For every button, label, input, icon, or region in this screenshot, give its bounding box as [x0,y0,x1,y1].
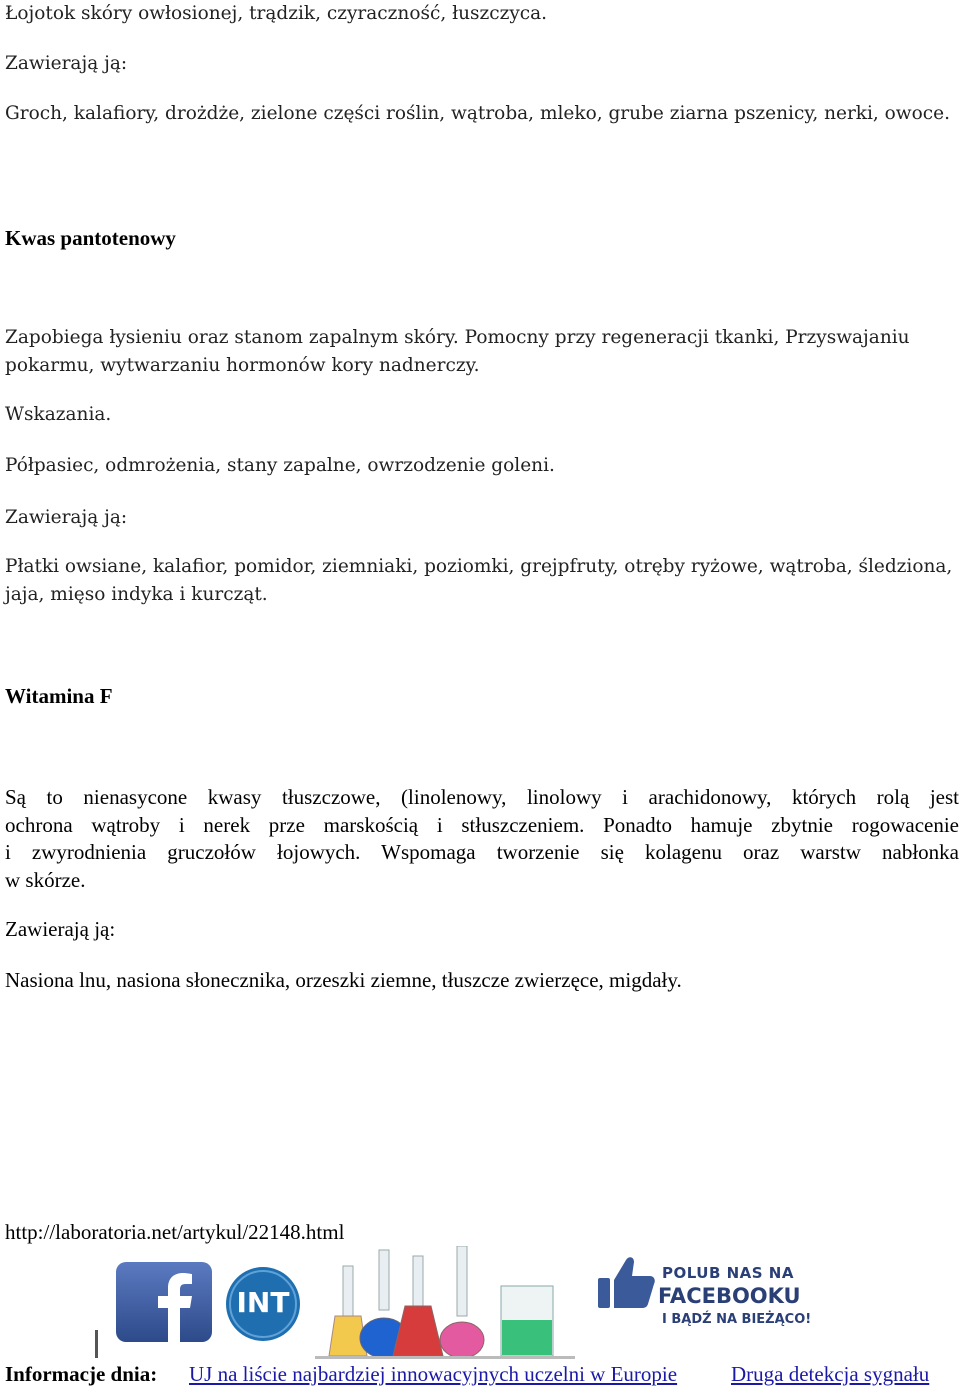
contains-list: Nasiona lnu, nasiona słonecznika, orzeszki ziemne, tłuszcze zwierzęce, migdały. [5,968,682,992]
indications-text: Półpasiec, odmrożenia, stany zapalne, owrzodzenie goleni. [5,455,555,476]
contains-label: Zawierają ją: [5,917,116,941]
text-line-conditions: Łojotok skóry owłosionej, trądzik, czyraczność, łuszczyca. [5,3,548,24]
facebook-logo-icon[interactable] [116,1262,212,1342]
contains-list: Groch, kalafiory, drożdże, zielone części roślin, wątroba, mleko, grube ziarna pszenicy, nerki, owoce. [5,103,950,124]
promo-line-2: FACEBOOKU [658,1284,801,1308]
contains-list: jaja, mięso indyka i kurcząt. [5,584,268,605]
lab-flasks-image [315,1246,575,1360]
vitamin-f-paragraph [5,784,959,894]
section-heading-pantothenic: Kwas pantotenowy [5,226,176,250]
footer-news-bar [0,1360,960,1395]
thumbs-up-icon [596,1252,656,1312]
paragraph-line: w skórze. [5,867,86,892]
section-heading-vitamin-f: Witamina F [5,684,113,708]
int-logo-text: INT [236,1286,290,1319]
paragraph-line: Zapobiega łysieniu oraz stanom zapalnym skóry. Pomocny przy regeneracji tkanki, Przyswajaniu [5,327,910,348]
paragraph-line: i zwyrodnienia gruczołów łojowych. Wspomaga tworzenie się kolagenu oraz warstw nabłonka [5,840,959,864]
promo-line-1: POLUB NAS NA [662,1264,794,1282]
paragraph-line: pokarmu, wytwarzaniu hormonów kory nadnerczy. [5,355,480,376]
contains-list: Płatki owsiane, kalafior, pomidor, ziemniaki, poziomki, grejpfruty, otręby ryżowe, wątroba, śledziona, [5,556,953,577]
news-link-uj[interactable]: UJ na liście najbardziej innowacyjnych uczelni w Europie [189,1362,678,1386]
banner-divider [95,1330,98,1358]
paragraph-line: ochrona wątroby i nerek prze marskością i stłuszczeniem. Ponadto hamuje zbytnie rogowacenie [5,812,959,837]
contains-label: Zawierają ją: [5,507,128,528]
indications-label: Wskazania. [5,404,112,425]
promo-line-3: I BĄDŹ NA BIEŻĄCO! [662,1312,812,1327]
int-logo[interactable] [225,1266,301,1342]
paragraph-line: Są to nienasycone kwasy tłuszczowe, (linolenowy, linolowy i arachidonowy, których rolą jest [5,785,959,809]
source-url: http://laboratoria.net/artykul/22148.html [5,1220,345,1244]
footer-label: Informacje dnia: [5,1362,158,1386]
news-link-signal[interactable]: Druga detekcja sygnału [731,1362,930,1386]
contains-label: Zawierają ją: [5,53,128,74]
facebook-promo[interactable] [596,1250,846,1334]
